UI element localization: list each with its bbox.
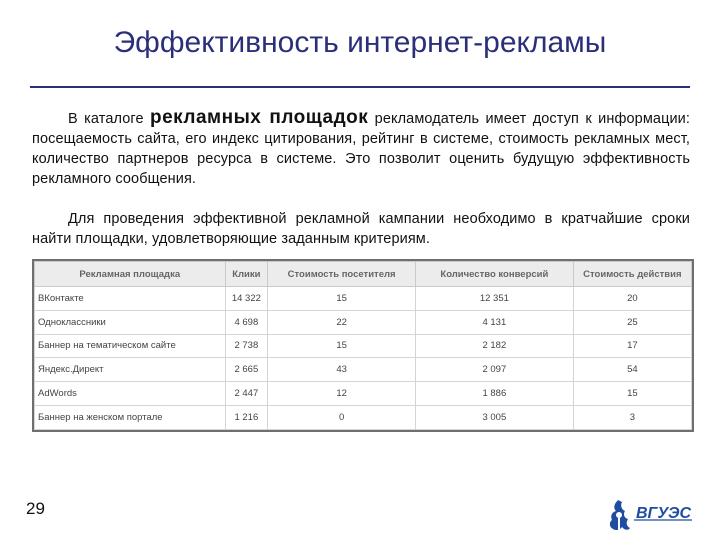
cell-visitor-cost: 22 <box>268 310 416 334</box>
cell-visitor-cost: 0 <box>268 405 416 429</box>
cell-platform: AdWords <box>35 382 226 406</box>
header-action-cost: Стоимость действия <box>573 262 691 287</box>
cell-action-cost: 25 <box>573 310 691 334</box>
title-divider <box>30 86 690 88</box>
paragraph-catalog <box>32 108 690 189</box>
table-row <box>35 287 692 311</box>
table-row <box>35 382 692 406</box>
cell-action-cost: 20 <box>573 287 691 311</box>
header-visitor-cost: Стоимость посетителя <box>268 262 416 287</box>
cell-visitor-cost: 43 <box>268 358 416 382</box>
cell-visitor-cost: 12 <box>268 382 416 406</box>
slide-title: Эффективность интернет-рекламы <box>113 26 607 59</box>
logo-wordmark <box>634 505 692 522</box>
cell-conversions: 2 182 <box>416 334 574 358</box>
svg-text:ВГУЭС: ВГУЭС <box>636 505 692 522</box>
cell-clicks: 14 322 <box>225 287 268 311</box>
header-clicks: Клики <box>225 262 268 287</box>
table-row <box>35 358 692 382</box>
table-row <box>35 310 692 334</box>
table-row <box>35 405 692 429</box>
cell-clicks: 2 665 <box>225 358 268 382</box>
ad-platforms-table <box>32 259 694 432</box>
paragraph-catalog-end: рекламодатель имеет доступ к информации: посещаемость сайта, его индекс цитирования, рейтинг в системе, стоимость рекламных мест, количество партнеров ресурса в системе. Это позволит оценить будущую эффективность рекламного сообщения. <box>32 111 690 187</box>
table-header-row <box>35 262 692 287</box>
cell-action-cost: 54 <box>573 358 691 382</box>
cell-platform: Баннер на женском портале <box>35 405 226 429</box>
cell-clicks: 2 447 <box>225 382 268 406</box>
cell-conversions: 12 351 <box>416 287 574 311</box>
paragraph-catalog-emphasis: рекламных площадок <box>149 107 369 128</box>
cell-conversions: 4 131 <box>416 310 574 334</box>
paragraph-campaign: Для проведения эффективной рекламной кампании необходимо в кратчайшие сроки найти площадки, удовлетворяющие заданным критериям. <box>32 211 690 247</box>
cell-conversions: 1 886 <box>416 382 574 406</box>
cell-visitor-cost: 15 <box>268 287 416 311</box>
cell-platform: ВКонтакте <box>35 287 226 311</box>
cell-clicks: 4 698 <box>225 310 268 334</box>
cell-conversions: 3 005 <box>416 405 574 429</box>
logo-emblem-icon <box>610 500 630 530</box>
cell-platform: Баннер на тематическом сайте <box>35 334 226 358</box>
cell-clicks: 1 216 <box>225 405 268 429</box>
header-conversions: Количество конверсий <box>416 262 574 287</box>
cell-action-cost: 17 <box>573 334 691 358</box>
cell-action-cost: 3 <box>573 405 691 429</box>
cell-visitor-cost: 15 <box>268 334 416 358</box>
cell-platform: Одноклассники <box>35 310 226 334</box>
university-logo <box>604 498 700 534</box>
cell-platform: Яндекс.Директ <box>35 358 226 382</box>
table-row <box>35 334 692 358</box>
header-platform: Рекламная площадка <box>35 262 226 287</box>
paragraph-catalog-start: В каталоге <box>68 111 150 127</box>
cell-action-cost: 15 <box>573 382 691 406</box>
page-number: 29 <box>26 499 45 518</box>
cell-clicks: 2 738 <box>225 334 268 358</box>
cell-conversions: 2 097 <box>416 358 574 382</box>
